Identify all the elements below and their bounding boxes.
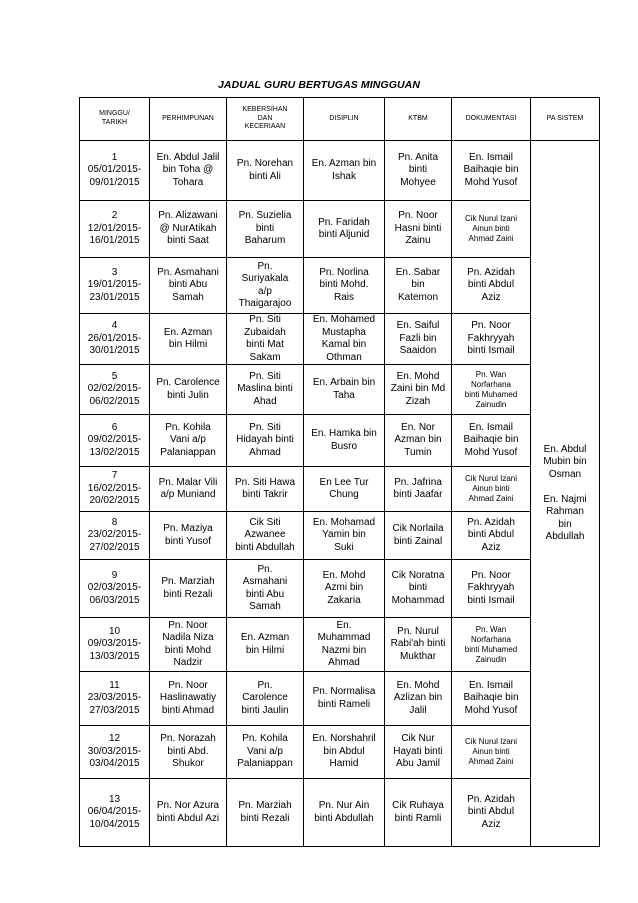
table-row — [80, 560, 600, 618]
cell-dokumentasi: En. Ismail Baihaqie bin Mohd Yusof — [452, 672, 531, 726]
cell-disiplin: En. Muhammad Nazmi bin Ahmad — [304, 618, 385, 672]
table-row — [80, 258, 600, 314]
cell-kebersihan: Pn. Norehan binti Ali — [227, 141, 304, 201]
table-row — [80, 201, 600, 258]
header-row — [80, 98, 600, 141]
table-row — [80, 314, 600, 365]
cell-week: 3 19/01/2015- 23/01/2015 — [80, 258, 150, 314]
cell-kebersihan: Pn. Siti Hidayah binti Ahmad — [227, 415, 304, 467]
cell-perhimpunan: Pn. Alizawani @ NurAtikah binti Saat — [150, 201, 227, 258]
cell-week: 7 16/02/2015- 20/02/2015 — [80, 467, 150, 512]
cell-kebersihan: Cik Siti Azwanee binti Abdullah — [227, 512, 304, 560]
cell-ktbm: Cik Norlaila binti Zainal — [385, 512, 452, 560]
cell-disiplin: En. Arbain bin Taha — [304, 365, 385, 415]
duty-roster-table — [79, 97, 600, 847]
cell-week: 5 02/02/2015- 06/02/2015 — [80, 365, 150, 415]
cell-dokumentasi: Pn. Wan Norfarhana binti Muhamed Zainudin — [452, 618, 531, 672]
cell-dokumentasi: Cik Nurul Izani Ainun binti Ahmad Zaini — [452, 726, 531, 779]
cell-kebersihan: Pn. Kohila Vani a/p Palaniappan — [227, 726, 304, 779]
cell-ktbm: Pn. Jafrina binti Jaafar — [385, 467, 452, 512]
cell-disiplin: Pn. Normalisa binti Rameli — [304, 672, 385, 726]
cell-week: 13 06/04/2015- 10/04/2015 — [80, 779, 150, 847]
cell-dokumentasi: En. Ismail Baihaqie bin Mohd Yusof — [452, 141, 531, 201]
header-minggu-tarikh: MINGGU/ TARIKH — [80, 98, 150, 141]
cell-kebersihan: Pn. Siti Hawa binti Takrir — [227, 467, 304, 512]
table-row — [80, 365, 600, 415]
cell-ktbm: En. Sabar bin Katemon — [385, 258, 452, 314]
cell-perhimpunan: Pn. Marziah binti Rezali — [150, 560, 227, 618]
cell-disiplin: Pn. Faridah binti Aljunid — [304, 201, 385, 258]
cell-week: 1 05/01/2015- 09/01/2015 — [80, 141, 150, 201]
cell-week: 12 30/03/2015- 03/04/2015 — [80, 726, 150, 779]
cell-disiplin: En. Hamka bin Busro — [304, 415, 385, 467]
cell-ktbm: Cik Noratna binti Mohammad — [385, 560, 452, 618]
table-row — [80, 726, 600, 779]
cell-ktbm: En. Mohd Azlizan bin Jalil — [385, 672, 452, 726]
table-row — [80, 141, 600, 201]
cell-disiplin: En. Mohamad Yamin bin Suki — [304, 512, 385, 560]
header-kebersihan: KEBERSIHAN DAN KECERIAAN — [227, 98, 304, 141]
cell-week: 11 23/03/2015- 27/03/2015 — [80, 672, 150, 726]
header-disiplin: DISIPLIN — [304, 98, 385, 141]
cell-perhimpunan: En. Azman bin Hilmi — [150, 314, 227, 365]
cell-perhimpunan: En. Abdul Jalil bin Toha @ Tohara — [150, 141, 227, 201]
cell-perhimpunan: Pn. Nor Azura binti Abdul Azi — [150, 779, 227, 847]
cell-perhimpunan: Pn. Norazah binti Abd. Shukor — [150, 726, 227, 779]
cell-disiplin: En. Mohamed Mustapha Kamal bin Othman — [304, 314, 385, 365]
cell-ktbm: Cik Nur Hayati binti Abu Jamil — [385, 726, 452, 779]
cell-week: 9 02/03/2015- 06/03/2015 — [80, 560, 150, 618]
header-perhimpunan: PERHIMPUNAN — [150, 98, 227, 141]
cell-week: 4 26/01/2015- 30/01/2015 — [80, 314, 150, 365]
table-row — [80, 415, 600, 467]
page-title: JADUAL GURU BERTUGAS MINGGUAN — [217, 79, 421, 91]
cell-ktbm: Pn. Anita binti Mohyee — [385, 141, 452, 201]
cell-dokumentasi: Cik Nurul Izani Ainun binti Ahmad Zaini — [452, 201, 531, 258]
cell-disiplin: Pn. Nur Ain binti Abdullah — [304, 779, 385, 847]
table-row — [80, 467, 600, 512]
cell-ktbm: En. Saiful Fazli bin Saaidon — [385, 314, 452, 365]
cell-perhimpunan: Pn. Carolence binti Julin — [150, 365, 227, 415]
cell-kebersihan: En. Azman bin Hilmi — [227, 618, 304, 672]
cell-dokumentasi: Pn. Noor Fakhryyah binti Ismail — [452, 314, 531, 365]
cell-perhimpunan: Pn. Kohila Vani a/p Palaniappan — [150, 415, 227, 467]
cell-disiplin: En. Norshahril bin Abdul Hamid — [304, 726, 385, 779]
cell-dokumentasi: Pn. Azidah binti Abdul Aziz — [452, 512, 531, 560]
cell-disiplin: Pn. Norlina binti Mohd. Rais — [304, 258, 385, 314]
header-ktbm: KTBM — [385, 98, 452, 141]
header-dokumentasi: DOKUMENTASI — [452, 98, 531, 141]
cell-perhimpunan: Pn. Noor Haslinawatiy binti Ahmad — [150, 672, 227, 726]
cell-ktbm: En. Mohd Zaini bin Md Zizah — [385, 365, 452, 415]
cell-week: 8 23/02/2015- 27/02/2015 — [80, 512, 150, 560]
cell-kebersihan: Pn. Asmahani binti Abu Samah — [227, 560, 304, 618]
table-row — [80, 672, 600, 726]
cell-perhimpunan: Pn. Maziya binti Yusof — [150, 512, 227, 560]
cell-dokumentasi: Pn. Azidah binti Abdul Aziz — [452, 779, 531, 847]
header-pa-sistem: PA SISTEM — [531, 98, 600, 141]
cell-kebersihan: Pn. Suriyakala a/p Thaigarajoo — [227, 258, 304, 314]
cell-ktbm: En. Nor Azman bin Tumin — [385, 415, 452, 467]
cell-disiplin: En. Mohd Azmi bin Zakaria — [304, 560, 385, 618]
cell-kebersihan: Pn. Siti Maslina binti Ahad — [227, 365, 304, 415]
cell-week: 10 09/03/2015- 13/03/2015 — [80, 618, 150, 672]
cell-ktbm: Pn. Nurul Rabi'ah binti Mukthar — [385, 618, 452, 672]
cell-perhimpunan: Pn. Malar Vili a/p Muniand — [150, 467, 227, 512]
table-row — [80, 618, 600, 672]
table-row — [80, 512, 600, 560]
cell-ktbm: Pn. Noor Hasni binti Zainu — [385, 201, 452, 258]
cell-ktbm: Cik Ruhaya binti Ramli — [385, 779, 452, 847]
cell-perhimpunan: Pn. Noor Nadila Niza binti Mohd Nadzir — [150, 618, 227, 672]
cell-dokumentasi: Pn. Azidah binti Abdul Aziz — [452, 258, 531, 314]
cell-dokumentasi: Cik Nurul Izani Ainun binti Ahmad Zaini — [452, 467, 531, 512]
cell-disiplin: En Lee Tur Chung — [304, 467, 385, 512]
cell-disiplin: En. Azman bin Ishak — [304, 141, 385, 201]
table-row — [80, 779, 600, 847]
cell-dokumentasi: En. Ismail Baihaqie bin Mohd Yusof — [452, 415, 531, 467]
cell-pa-sistem: En. Abdul Mubin bin Osman En. Najmi Rahman bin Abdullah — [531, 141, 600, 847]
cell-kebersihan: Pn. Suzielia binti Baharum — [227, 201, 304, 258]
cell-dokumentasi: Pn. Wan Norfarhana binti Muhamed Zainudin — [452, 365, 531, 415]
cell-perhimpunan: Pn. Asmahani binti Abu Samah — [150, 258, 227, 314]
cell-kebersihan: Pn. Marziah binti Rezali — [227, 779, 304, 847]
cell-dokumentasi: Pn. Noor Fakhryyah binti Ismail — [452, 560, 531, 618]
cell-kebersihan: Pn. Carolence binti Jaulin — [227, 672, 304, 726]
cell-week: 2 12/01/2015- 16/01/2015 — [80, 201, 150, 258]
cell-kebersihan: Pn. Siti Zubaidah binti Mat Sakam — [227, 314, 304, 365]
cell-week: 6 09/02/2015- 13/02/2015 — [80, 415, 150, 467]
